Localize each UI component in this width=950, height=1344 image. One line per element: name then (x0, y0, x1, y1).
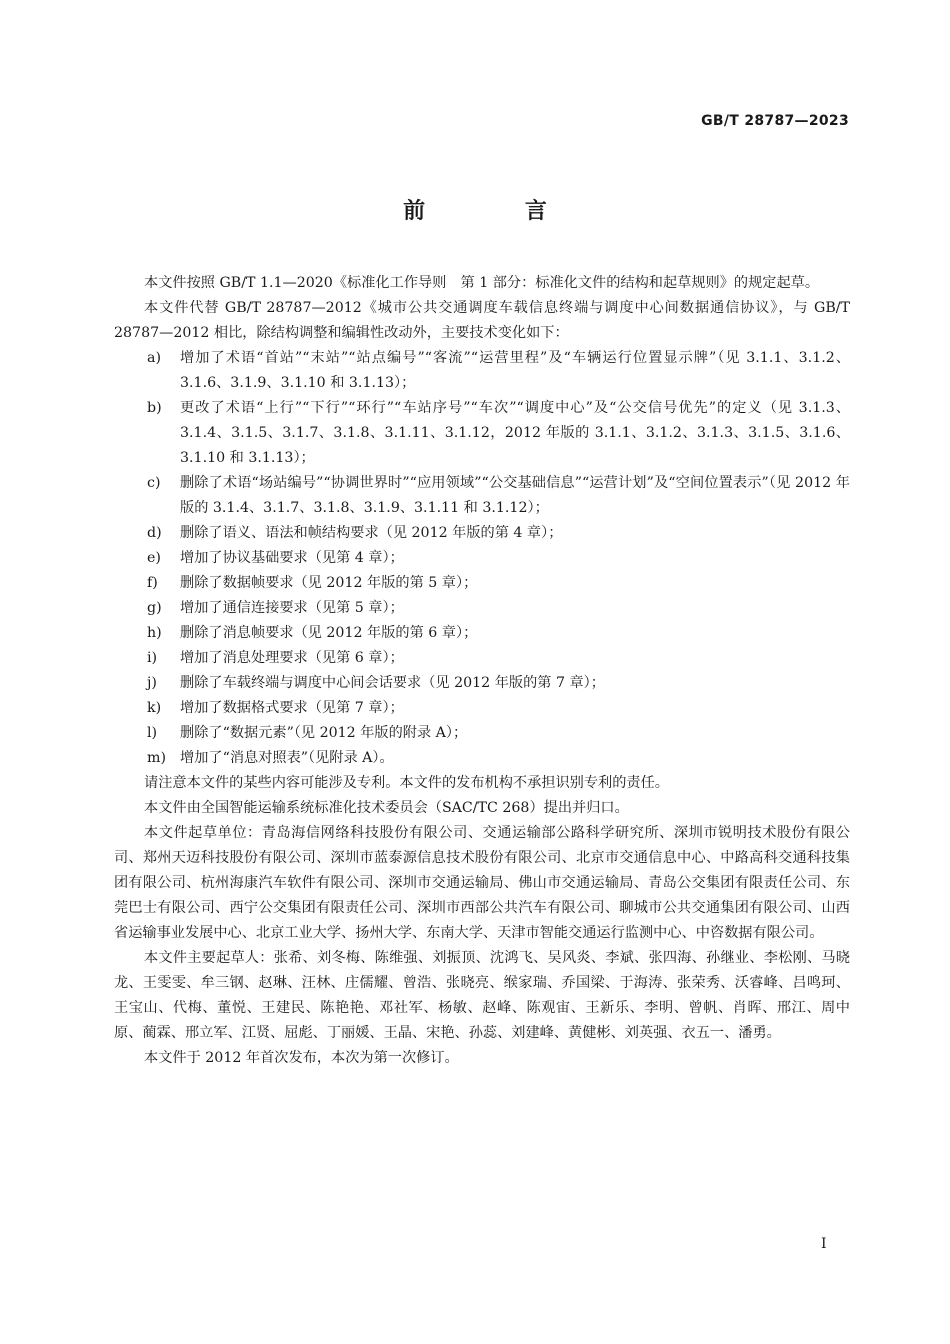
list-marker: m) (147, 750, 166, 766)
list-item-text: 增加了术语“首站”“末站”“站点编号”“客流”“运营里程”及“车辆运行位置显示牌”（见 3.1.1、3.1.2、3.1.6、3.1.9、3.1.10 和 3.1.13）； (180, 350, 850, 391)
list-item-text: 删除了数据帧要求（见 2012 年版的第 5 章）； (180, 575, 478, 591)
list-item (114, 671, 850, 696)
list-item (114, 721, 850, 746)
list-item-text: 增加了协议基础要求（见第 4 章）； (180, 550, 404, 566)
list-item-text: 增加了通信连接要求（见第 5 章）； (180, 600, 404, 616)
list-marker: k) (147, 700, 162, 716)
list-item-text: 删除了“数据元素”（见 2012 年版的附录 A）； (180, 725, 468, 741)
publication-history: 本文件于 2012 年首次发布，本次为第一次修订。 (144, 1050, 459, 1066)
list-item (114, 621, 850, 646)
drafters: 本文件主要起草人：张希、刘冬梅、陈维强、刘振顶、沈鸿飞、吴风炎、李斌、张四海、孙继业、李松刚、马晓龙、王雯雯、牟三钢、赵琳、汪林、庄儒耀、曾浩、张晓亮、缑家瑞、乔国梁、于海涛、张荣秀、沃睿峰、吕鸣珂、王宝山、代梅、董悦、王建民、陈艳艳、邓社军、杨敏、赵峰、陈观宙、王新乐、李明、曾帆、肖晖、邢江、周中原、蔺霖、邢立军、江贤、屈彪、丁丽媛、王晶、宋艳、孙蕊、刘建峰、黄健彬、刘英强、衣五一、潘勇。 (114, 950, 850, 1041)
list-item (114, 596, 850, 621)
list-marker: i) (147, 650, 158, 666)
list-item (114, 696, 850, 721)
list-marker: j) (147, 675, 157, 691)
patent-notice: 请注意本文件的某些内容可能涉及专利。本文件的发布机构不承担识别专利的责任。 (144, 775, 669, 791)
list-marker: f) (147, 575, 158, 591)
list-item-text: 删除了消息帧要求（见 2012 年版的第 6 章）； (180, 625, 478, 641)
list-item-text: 更改了术语“上行”“下行”“环行”“车站序号”“车次”“调度中心”及“公交信号优先”的定义（见 3.1.3、3.1.4、3.1.5、3.1.7、3.1.8、3.1.11、3.1.12，2012 年版的 3.1.1、3.1.2、3.1.3、3.1.5、3.1.6、3.1.10 和 3.1.13）； (180, 400, 850, 466)
list-marker: h) (147, 625, 162, 641)
proposer-statement: 本文件由全国智能运输系统标准化技术委员会（SAC/TC 268）提出并归口。 (144, 800, 629, 816)
list-marker: c) (147, 475, 161, 491)
list-item-text: 删除了术语“场站编号”“协调世界时”“应用领域”“公交基础信息”“运营计划”及“空间位置表示”（见 2012 年版的 3.1.4、3.1.7、3.1.8、3.1.9、3.1.11 和 3.1.12）； (180, 475, 850, 516)
list-marker: b) (147, 400, 162, 416)
list-item (114, 746, 850, 771)
standard-code: GB/T 28787—2023 (701, 113, 849, 129)
list-marker: d) (147, 525, 162, 541)
list-item (114, 521, 850, 546)
page-number: I (821, 1236, 827, 1252)
list-item-text: 增加了消息处理要求（见第 6 章）； (180, 650, 404, 666)
list-marker: g) (147, 600, 162, 616)
paragraph: 本文件按照 GB/T 1.1—2020《标准化工作导则 第 1 部分：标准化文件的结构和起草规则》的规定起草。 (144, 275, 820, 291)
list-item (114, 571, 850, 596)
list-item (114, 546, 850, 571)
list-item-text: 增加了“消息对照表”（见附录 A）。 (180, 750, 394, 766)
document-body (114, 271, 850, 1071)
paragraph: 本文件代替 GB/T 28787—2012《城市公共交通调度车载信息终端与调度中心间数据通信协议》，与 GB/T 28787—2012 相比，除结构调整和编辑性改动外，主要技术变化如下： (114, 300, 850, 341)
drafting-organizations: 本文件起草单位：青岛海信网络科技股份有限公司、交通运输部公路科学研究所、深圳市锐明技术股份有限公司、郑州天迈科技股份有限公司、深圳市蓝泰源信息技术股份有限公司、北京市交通信息中心、中路高科交通科技集团有限公司、杭州海康汽车软件有限公司、深圳市交通运输局、佛山市交通运输局、青岛公交集团有限责任公司、东莞巴士有限公司、西宁公交集团有限责任公司、深圳市西部公共汽车有限公司、聊城市公共交通集团有限公司、山西省运输事业发展中心、北京工业大学、扬州大学、东南大学、天津市智能交通运行监测中心、中咨数据有限公司。 (114, 825, 850, 941)
list-item (114, 346, 850, 396)
list-item (114, 396, 850, 471)
list-item-text: 删除了语义、语法和帧结构要求（见 2012 年版的第 4 章）； (180, 525, 563, 541)
list-item (114, 646, 850, 671)
list-item-text: 增加了数据格式要求（见第 7 章）； (180, 700, 404, 716)
change-list (114, 346, 850, 771)
page-title: 前 言 (403, 199, 593, 224)
list-marker: l) (147, 725, 158, 741)
list-item (114, 471, 850, 521)
list-marker: a) (147, 350, 161, 366)
list-item-text: 删除了车载终端与调度中心间会话要求（见 2012 年版的第 7 章）； (180, 675, 605, 691)
list-marker: e) (147, 550, 161, 566)
